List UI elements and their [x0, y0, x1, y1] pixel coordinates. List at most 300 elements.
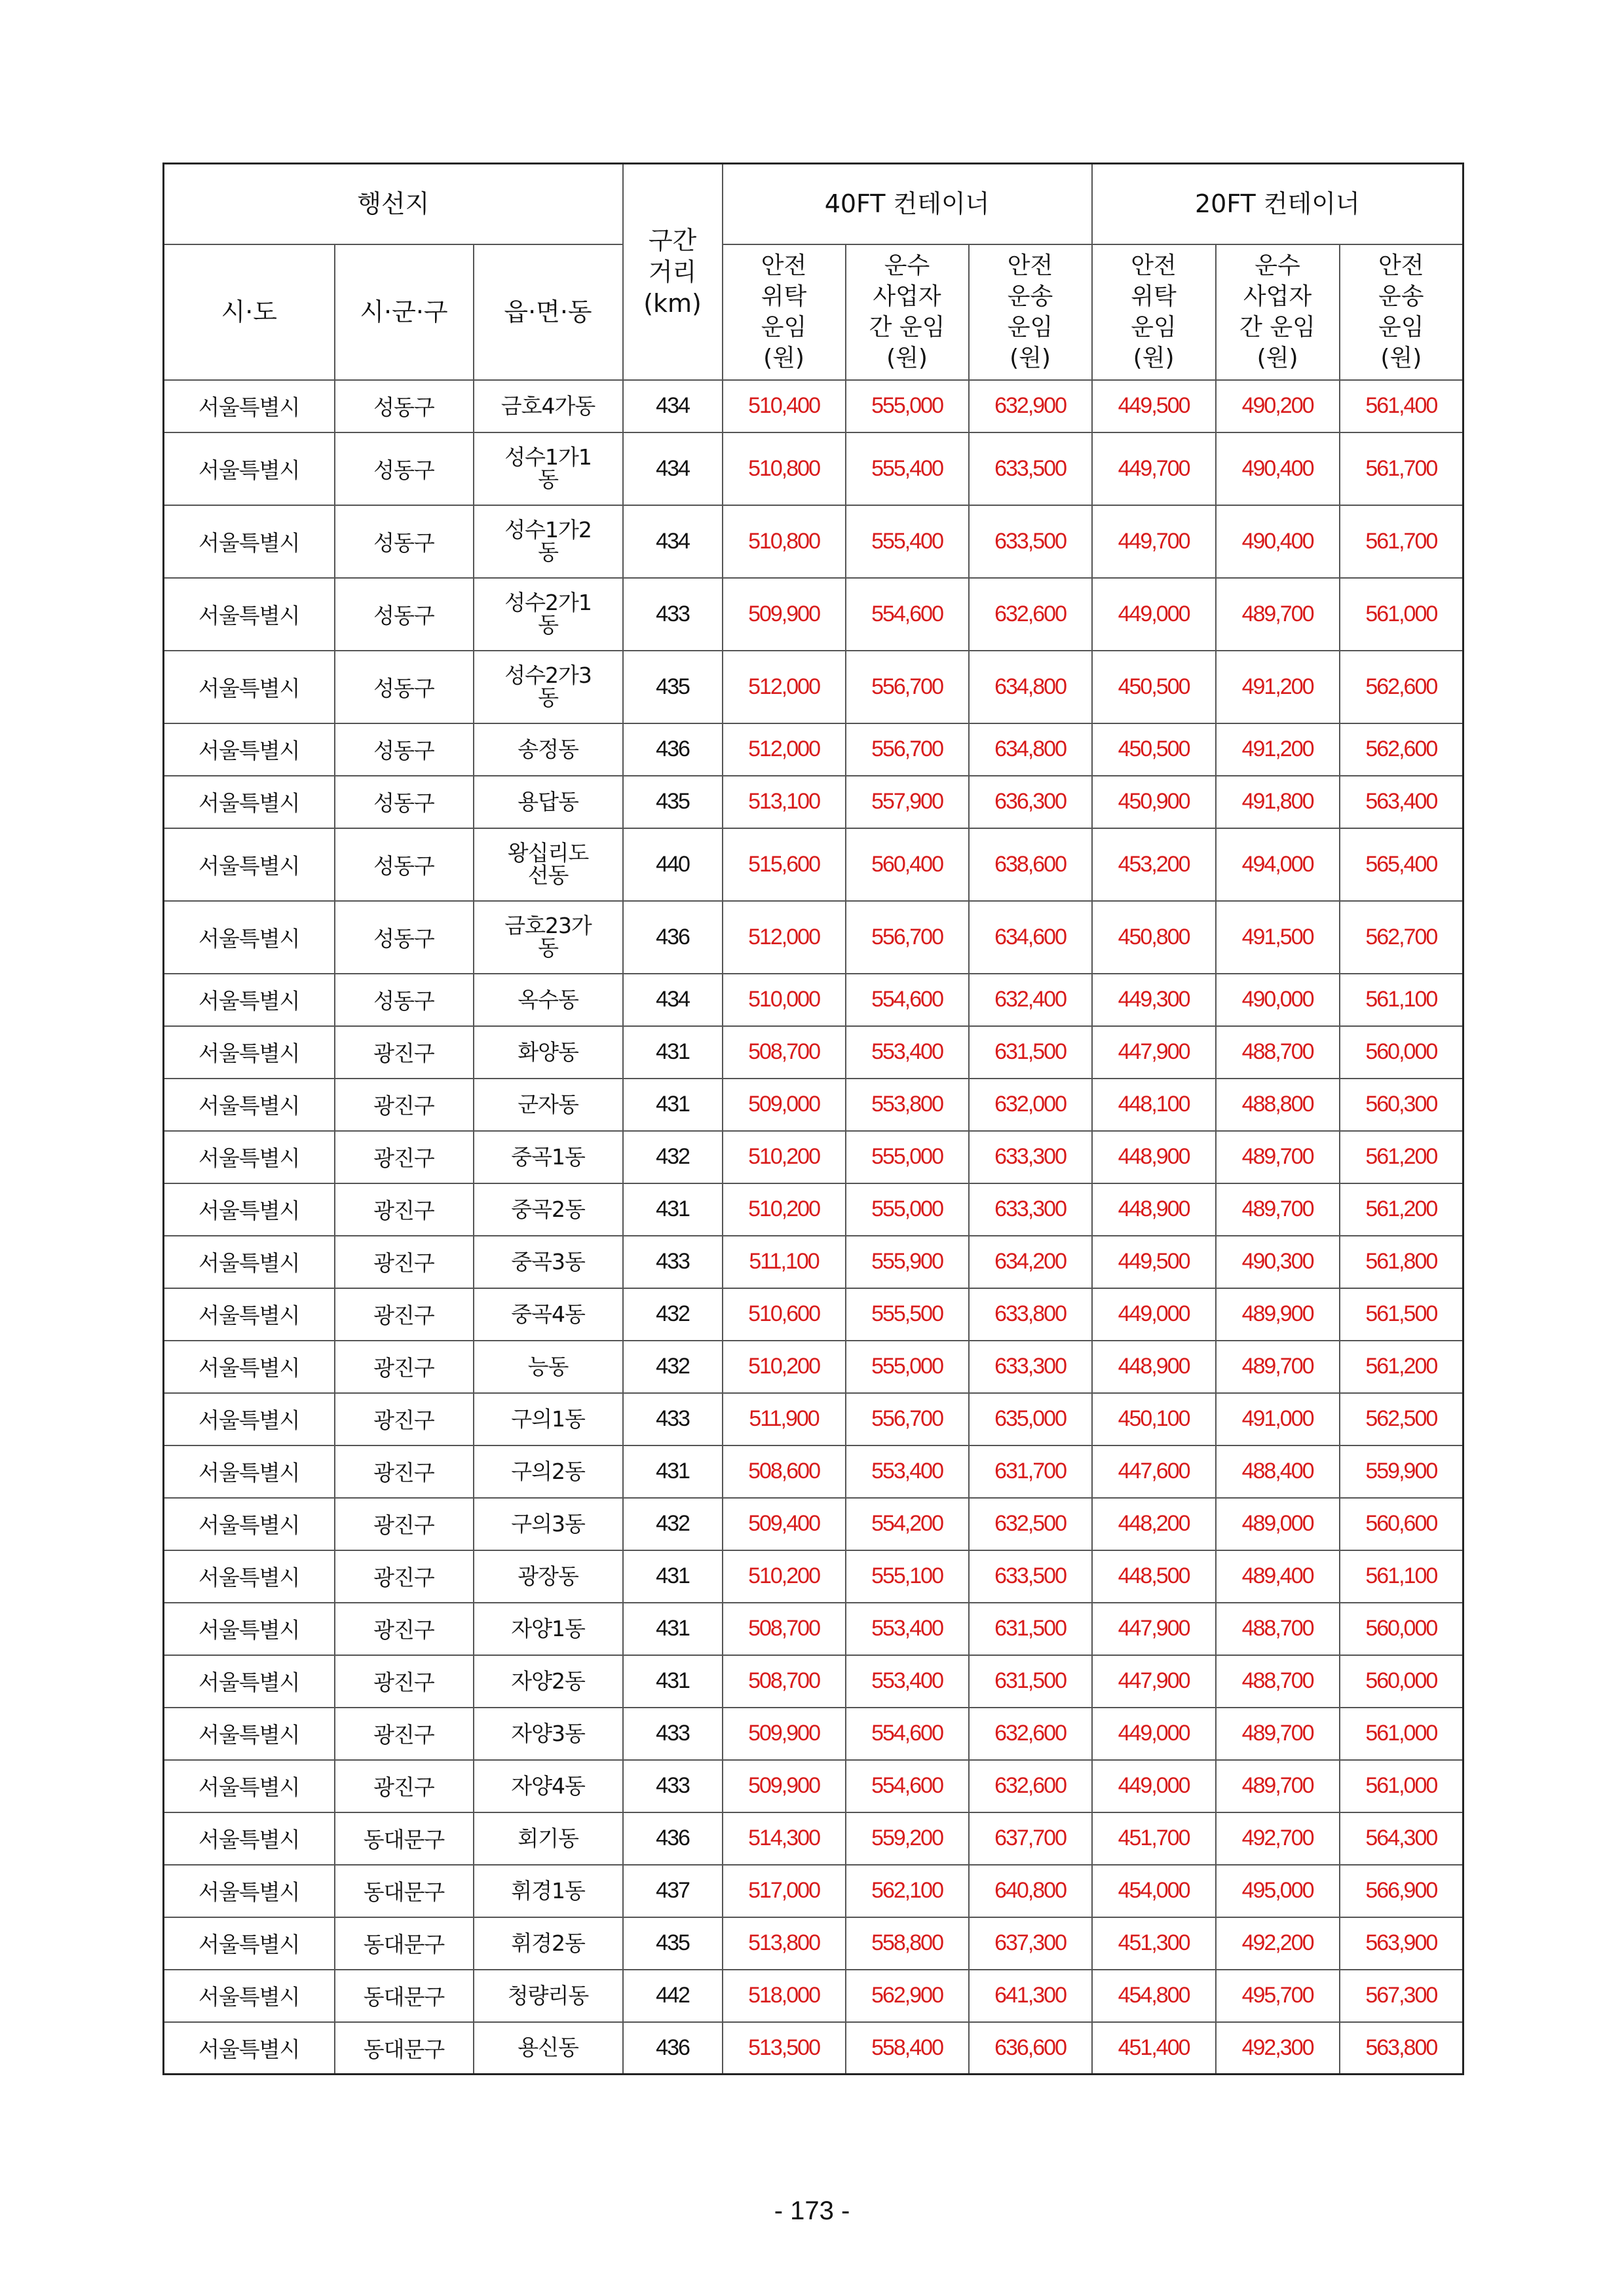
dong-line: 송정동	[518, 736, 578, 762]
cell-40ft-safe-consign: 509,900	[723, 1760, 846, 1812]
cell-dong	[474, 1288, 623, 1341]
cell-dong	[474, 1236, 623, 1288]
cell-sigungu: 광진구	[335, 1445, 474, 1498]
cell-20ft-safe-transport: 561,200	[1340, 1131, 1463, 1183]
table-row	[164, 1865, 1463, 1917]
cell-20ft-safe-consign: 448,500	[1092, 1550, 1216, 1603]
cell-20ft-safe-transport: 562,500	[1340, 1393, 1463, 1445]
cell-40ft-carrier: 555,000	[846, 1131, 969, 1183]
cell-40ft-carrier: 555,000	[846, 1183, 969, 1236]
cell-40ft-carrier: 555,500	[846, 1288, 969, 1341]
dong-line: 화양동	[518, 1039, 578, 1065]
table-row	[164, 1445, 1463, 1498]
cell-distance: 436	[623, 723, 723, 776]
table-row	[164, 1812, 1463, 1865]
cell-20ft-carrier: 492,300	[1216, 2022, 1340, 2075]
dong-line: 구의1동	[511, 1406, 585, 1432]
cell-40ft-safe-consign: 510,200	[723, 1341, 846, 1393]
cell-20ft-safe-transport: 560,300	[1340, 1079, 1463, 1131]
cell-40ft-safe-transport: 637,700	[969, 1812, 1092, 1865]
dong-line: 동	[538, 612, 558, 638]
cell-40ft-carrier: 554,200	[846, 1498, 969, 1550]
cell-20ft-safe-consign: 451,400	[1092, 2022, 1216, 2075]
cell-20ft-carrier: 492,700	[1216, 1812, 1340, 1865]
cell-40ft-safe-consign: 510,600	[723, 1288, 846, 1341]
cell-40ft-safe-consign: 510,800	[723, 432, 846, 505]
table-row	[164, 2022, 1463, 2075]
cell-distance: 435	[623, 651, 723, 723]
cell-dong	[474, 1865, 623, 1917]
cell-40ft-safe-transport: 634,800	[969, 651, 1092, 723]
cell-40ft-safe-transport: 631,500	[969, 1655, 1092, 1708]
cell-dong	[474, 776, 623, 828]
cell-distance: 433	[623, 1760, 723, 1812]
cell-20ft-carrier: 488,700	[1216, 1026, 1340, 1079]
page-number: - 173 -	[774, 2196, 850, 2225]
cell-40ft-safe-transport: 633,300	[969, 1341, 1092, 1393]
cell-20ft-safe-consign: 449,000	[1092, 578, 1216, 651]
cell-20ft-safe-consign: 451,300	[1092, 1917, 1216, 1970]
cell-sido: 서울특별시	[164, 1603, 335, 1655]
cell-20ft-safe-consign: 447,900	[1092, 1603, 1216, 1655]
cell-20ft-safe-transport: 561,000	[1340, 1708, 1463, 1760]
cell-dong	[474, 1655, 623, 1708]
table-row	[164, 1603, 1463, 1655]
cell-20ft-carrier: 491,800	[1216, 776, 1340, 828]
table-row	[164, 828, 1463, 901]
cell-20ft-safe-transport: 560,000	[1340, 1655, 1463, 1708]
cell-distance: 433	[623, 1236, 723, 1288]
table-row	[164, 723, 1463, 776]
cell-20ft-safe-consign: 449,000	[1092, 1288, 1216, 1341]
dong-line: 청량리동	[507, 1982, 589, 2008]
cell-sido: 서울특별시	[164, 1550, 335, 1603]
table-row	[164, 1236, 1463, 1288]
table-row	[164, 1655, 1463, 1708]
cell-sigungu: 성동구	[335, 651, 474, 723]
cell-40ft-carrier: 562,100	[846, 1865, 969, 1917]
cell-sigungu: 동대문구	[335, 1917, 474, 1970]
cell-dong	[474, 505, 623, 578]
cell-20ft-carrier: 490,400	[1216, 432, 1340, 505]
header-20ft: 20FT 컨테이너	[1092, 164, 1463, 244]
cell-40ft-safe-transport: 633,500	[969, 432, 1092, 505]
dong-line: 용답동	[518, 788, 578, 814]
cell-40ft-carrier: 555,900	[846, 1236, 969, 1288]
cell-40ft-safe-consign: 513,500	[723, 2022, 846, 2075]
cell-sigungu: 동대문구	[335, 1865, 474, 1917]
dong-line: 중곡3동	[511, 1248, 585, 1274]
cell-40ft-carrier: 558,800	[846, 1917, 969, 1970]
cell-40ft-safe-consign: 512,000	[723, 651, 846, 723]
cell-20ft-safe-consign: 449,500	[1092, 380, 1216, 432]
dong-line: 중곡2동	[511, 1196, 585, 1222]
table-row	[164, 1183, 1463, 1236]
cell-sigungu: 광진구	[335, 1760, 474, 1812]
cell-20ft-safe-transport: 565,400	[1340, 828, 1463, 901]
cell-40ft-carrier: 556,700	[846, 651, 969, 723]
cell-distance: 436	[623, 2022, 723, 2075]
cell-40ft-carrier: 556,700	[846, 723, 969, 776]
cell-20ft-carrier: 494,000	[1216, 828, 1340, 901]
cell-20ft-safe-consign: 448,200	[1092, 1498, 1216, 1550]
cell-sido: 서울특별시	[164, 901, 335, 974]
cell-40ft-carrier: 554,600	[846, 1760, 969, 1812]
cell-distance: 431	[623, 1550, 723, 1603]
cell-sido: 서울특별시	[164, 1708, 335, 1760]
dong-line: 동	[538, 467, 558, 492]
cell-40ft-safe-transport: 632,900	[969, 380, 1092, 432]
dong-line: 성수2가3	[504, 662, 592, 688]
cell-sigungu: 성동구	[335, 776, 474, 828]
cell-sido: 서울특별시	[164, 1760, 335, 1812]
cell-sido: 서울특별시	[164, 1026, 335, 1079]
cell-20ft-carrier: 488,700	[1216, 1655, 1340, 1708]
cell-40ft-carrier: 554,600	[846, 974, 969, 1026]
cell-40ft-safe-consign: 510,000	[723, 974, 846, 1026]
cell-40ft-safe-transport: 636,300	[969, 776, 1092, 828]
cell-40ft-safe-transport: 632,500	[969, 1498, 1092, 1550]
cell-sido: 서울특별시	[164, 1812, 335, 1865]
cell-sido: 서울특별시	[164, 578, 335, 651]
table-row	[164, 1393, 1463, 1445]
cell-distance: 436	[623, 1812, 723, 1865]
cell-20ft-carrier: 489,700	[1216, 1183, 1340, 1236]
cell-40ft-carrier: 555,000	[846, 380, 969, 432]
cell-sido: 서울특별시	[164, 1498, 335, 1550]
table-row	[164, 1341, 1463, 1393]
cell-20ft-carrier: 489,700	[1216, 1131, 1340, 1183]
cell-40ft-safe-consign: 509,900	[723, 1708, 846, 1760]
cell-40ft-carrier: 553,400	[846, 1026, 969, 1079]
cell-distance: 434	[623, 432, 723, 505]
cell-distance: 432	[623, 1288, 723, 1341]
header-20ft-safe-consign: 안전 위탁 운임 (원)	[1092, 244, 1216, 380]
cell-40ft-carrier: 556,700	[846, 901, 969, 974]
cell-20ft-safe-consign: 449,000	[1092, 1708, 1216, 1760]
cell-40ft-safe-transport: 633,300	[969, 1131, 1092, 1183]
cell-40ft-carrier: 557,900	[846, 776, 969, 828]
cell-20ft-safe-transport: 561,700	[1340, 432, 1463, 505]
cell-20ft-safe-transport: 561,100	[1340, 1550, 1463, 1603]
cell-20ft-carrier: 495,000	[1216, 1865, 1340, 1917]
cell-distance: 434	[623, 505, 723, 578]
cell-sido: 서울특별시	[164, 1183, 335, 1236]
cell-20ft-safe-transport: 561,800	[1340, 1236, 1463, 1288]
cell-20ft-carrier: 490,400	[1216, 505, 1340, 578]
cell-sido: 서울특별시	[164, 1865, 335, 1917]
cell-40ft-safe-consign: 512,000	[723, 723, 846, 776]
table-row	[164, 1760, 1463, 1812]
cell-40ft-safe-transport: 633,500	[969, 1550, 1092, 1603]
dong-line: 자양3동	[511, 1720, 585, 1746]
cell-sigungu: 광진구	[335, 1131, 474, 1183]
header-distance: 구간 거리 (km)	[623, 164, 723, 380]
cell-40ft-safe-transport: 631,500	[969, 1026, 1092, 1079]
dong-line: 옥수동	[518, 986, 578, 1012]
cell-40ft-safe-transport: 631,500	[969, 1603, 1092, 1655]
cell-40ft-safe-consign: 509,000	[723, 1079, 846, 1131]
cell-20ft-carrier: 488,700	[1216, 1603, 1340, 1655]
fare-table	[162, 163, 1464, 2075]
cell-dong	[474, 1550, 623, 1603]
cell-dong	[474, 1812, 623, 1865]
cell-dong	[474, 1026, 623, 1079]
dong-line: 자양1동	[511, 1615, 585, 1641]
cell-40ft-safe-transport: 638,600	[969, 828, 1092, 901]
table-row	[164, 1079, 1463, 1131]
cell-20ft-carrier: 489,700	[1216, 578, 1340, 651]
cell-20ft-safe-transport: 567,300	[1340, 1970, 1463, 2022]
cell-sigungu: 동대문구	[335, 1812, 474, 1865]
table-row	[164, 974, 1463, 1026]
cell-sigungu: 성동구	[335, 901, 474, 974]
cell-40ft-safe-consign: 517,000	[723, 1865, 846, 1917]
cell-40ft-safe-transport: 634,600	[969, 901, 1092, 974]
cell-sido: 서울특별시	[164, 723, 335, 776]
cell-40ft-safe-transport: 635,000	[969, 1393, 1092, 1445]
cell-20ft-carrier: 490,000	[1216, 974, 1340, 1026]
header-sigungu: 시·군·구	[335, 244, 474, 380]
table-row	[164, 1498, 1463, 1550]
table-row	[164, 901, 1463, 974]
dong-line: 왕십리도	[507, 840, 589, 866]
cell-40ft-carrier: 556,700	[846, 1393, 969, 1445]
cell-dong	[474, 1341, 623, 1393]
cell-40ft-safe-consign: 510,200	[723, 1550, 846, 1603]
cell-20ft-carrier: 489,000	[1216, 1498, 1340, 1550]
cell-20ft-safe-consign: 448,900	[1092, 1341, 1216, 1393]
cell-20ft-safe-consign: 450,900	[1092, 776, 1216, 828]
cell-40ft-safe-consign: 511,100	[723, 1236, 846, 1288]
table-row	[164, 1026, 1463, 1079]
table-row	[164, 1917, 1463, 1970]
cell-dong	[474, 1079, 623, 1131]
cell-20ft-carrier: 495,700	[1216, 1970, 1340, 2022]
dong-line: 중곡4동	[511, 1301, 585, 1327]
cell-sigungu: 광진구	[335, 1655, 474, 1708]
cell-40ft-carrier: 553,400	[846, 1603, 969, 1655]
cell-distance: 431	[623, 1183, 723, 1236]
cell-40ft-carrier: 559,200	[846, 1812, 969, 1865]
table-row	[164, 1131, 1463, 1183]
cell-sigungu: 성동구	[335, 723, 474, 776]
table-row	[164, 432, 1463, 505]
cell-sigungu: 광진구	[335, 1079, 474, 1131]
cell-20ft-safe-transport: 566,900	[1340, 1865, 1463, 1917]
cell-20ft-carrier: 491,200	[1216, 651, 1340, 723]
cell-dong	[474, 2022, 623, 2075]
cell-distance: 431	[623, 1655, 723, 1708]
cell-dong	[474, 380, 623, 432]
cell-dong	[474, 1603, 623, 1655]
cell-20ft-safe-transport: 560,000	[1340, 1026, 1463, 1079]
cell-20ft-safe-transport: 561,100	[1340, 974, 1463, 1026]
header-40ft-safe-transport: 안전 운송 운임 (원)	[969, 244, 1092, 380]
cell-sido: 서울특별시	[164, 1341, 335, 1393]
dong-line: 군자동	[518, 1091, 578, 1117]
dong-line: 능동	[527, 1353, 569, 1379]
cell-40ft-safe-transport: 631,700	[969, 1445, 1092, 1498]
cell-20ft-carrier: 491,000	[1216, 1393, 1340, 1445]
cell-20ft-safe-consign: 450,100	[1092, 1393, 1216, 1445]
cell-40ft-carrier: 555,400	[846, 432, 969, 505]
cell-20ft-safe-consign: 447,900	[1092, 1655, 1216, 1708]
table-row	[164, 1708, 1463, 1760]
header-sido: 시·도	[164, 244, 335, 380]
cell-20ft-safe-transport: 560,000	[1340, 1603, 1463, 1655]
cell-dong	[474, 578, 623, 651]
cell-sido: 서울특별시	[164, 1079, 335, 1131]
cell-40ft-safe-consign: 515,600	[723, 828, 846, 901]
cell-40ft-safe-consign: 513,100	[723, 776, 846, 828]
cell-sigungu: 광진구	[335, 1498, 474, 1550]
cell-distance: 433	[623, 1708, 723, 1760]
dong-line: 성수1가2	[504, 517, 592, 543]
table-row	[164, 578, 1463, 651]
cell-distance: 442	[623, 1970, 723, 2022]
cell-sigungu: 광진구	[335, 1183, 474, 1236]
cell-dong	[474, 1708, 623, 1760]
cell-40ft-safe-consign: 508,700	[723, 1603, 846, 1655]
cell-distance: 431	[623, 1445, 723, 1498]
cell-20ft-safe-transport: 561,000	[1340, 578, 1463, 651]
cell-40ft-carrier: 553,400	[846, 1655, 969, 1708]
cell-20ft-carrier: 490,300	[1216, 1236, 1340, 1288]
cell-dong	[474, 828, 623, 901]
cell-sigungu: 광진구	[335, 1393, 474, 1445]
cell-distance: 436	[623, 901, 723, 974]
cell-20ft-safe-consign: 449,700	[1092, 432, 1216, 505]
cell-40ft-safe-consign: 514,300	[723, 1812, 846, 1865]
cell-40ft-safe-consign: 510,200	[723, 1183, 846, 1236]
cell-40ft-safe-transport: 632,600	[969, 1760, 1092, 1812]
dong-line: 동	[538, 539, 558, 565]
cell-40ft-safe-transport: 633,800	[969, 1288, 1092, 1341]
cell-40ft-safe-consign: 508,600	[723, 1445, 846, 1498]
cell-dong	[474, 1131, 623, 1183]
cell-sido: 서울특별시	[164, 1288, 335, 1341]
dong-line: 휘경1동	[511, 1877, 585, 1904]
cell-distance: 432	[623, 1131, 723, 1183]
cell-sigungu: 광진구	[335, 1026, 474, 1079]
header-40ft-carrier: 운수 사업자 간 운임 (원)	[846, 244, 969, 380]
cell-20ft-safe-consign: 454,800	[1092, 1970, 1216, 2022]
cell-40ft-safe-consign: 509,900	[723, 578, 846, 651]
cell-20ft-safe-transport: 564,300	[1340, 1812, 1463, 1865]
cell-40ft-carrier: 560,400	[846, 828, 969, 901]
cell-40ft-safe-transport: 637,300	[969, 1917, 1092, 1970]
cell-sigungu: 동대문구	[335, 2022, 474, 2075]
cell-40ft-carrier: 558,400	[846, 2022, 969, 2075]
cell-20ft-safe-consign: 448,900	[1092, 1183, 1216, 1236]
cell-dong	[474, 1760, 623, 1812]
dong-line: 동	[538, 935, 558, 961]
cell-40ft-carrier: 562,900	[846, 1970, 969, 2022]
cell-sigungu: 성동구	[335, 974, 474, 1026]
cell-40ft-safe-consign: 512,000	[723, 901, 846, 974]
cell-sigungu: 광진구	[335, 1236, 474, 1288]
cell-40ft-carrier: 555,400	[846, 505, 969, 578]
cell-20ft-carrier: 492,200	[1216, 1917, 1340, 1970]
cell-20ft-safe-transport: 559,900	[1340, 1445, 1463, 1498]
cell-sigungu: 성동구	[335, 828, 474, 901]
cell-20ft-carrier: 488,800	[1216, 1079, 1340, 1131]
cell-40ft-carrier: 554,600	[846, 578, 969, 651]
cell-sigungu: 광진구	[335, 1708, 474, 1760]
cell-distance: 434	[623, 974, 723, 1026]
cell-20ft-safe-consign: 449,000	[1092, 1760, 1216, 1812]
cell-20ft-safe-consign: 448,100	[1092, 1079, 1216, 1131]
cell-20ft-carrier: 489,700	[1216, 1708, 1340, 1760]
cell-sido: 서울특별시	[164, 776, 335, 828]
cell-20ft-carrier: 488,400	[1216, 1445, 1340, 1498]
cell-40ft-safe-transport: 640,800	[969, 1865, 1092, 1917]
cell-20ft-safe-transport: 562,600	[1340, 651, 1463, 723]
header-destination: 행선지	[164, 164, 623, 244]
cell-distance: 434	[623, 380, 723, 432]
cell-distance: 433	[623, 578, 723, 651]
cell-20ft-safe-transport: 561,500	[1340, 1288, 1463, 1341]
cell-40ft-safe-transport: 632,600	[969, 578, 1092, 651]
cell-20ft-safe-transport: 562,600	[1340, 723, 1463, 776]
dong-line: 선동	[527, 862, 569, 888]
dong-line: 휘경2동	[511, 1930, 585, 1956]
cell-distance: 440	[623, 828, 723, 901]
cell-40ft-safe-consign: 518,000	[723, 1970, 846, 2022]
cell-40ft-safe-transport: 633,300	[969, 1183, 1092, 1236]
cell-40ft-safe-transport: 632,400	[969, 974, 1092, 1026]
cell-distance: 432	[623, 1341, 723, 1393]
cell-dong	[474, 974, 623, 1026]
cell-distance: 437	[623, 1865, 723, 1917]
dong-line: 동	[538, 685, 558, 710]
table-row	[164, 1550, 1463, 1603]
cell-40ft-safe-consign: 508,700	[723, 1655, 846, 1708]
table-row	[164, 505, 1463, 578]
dong-line: 자양4동	[511, 1772, 585, 1799]
cell-20ft-safe-consign: 453,200	[1092, 828, 1216, 901]
cell-dong	[474, 432, 623, 505]
cell-sigungu: 성동구	[335, 380, 474, 432]
cell-20ft-safe-transport: 561,200	[1340, 1341, 1463, 1393]
cell-dong	[474, 901, 623, 974]
cell-40ft-carrier: 554,600	[846, 1708, 969, 1760]
dong-line: 용신동	[518, 2035, 578, 2061]
cell-20ft-safe-consign: 454,000	[1092, 1865, 1216, 1917]
cell-sido: 서울특별시	[164, 1445, 335, 1498]
cell-20ft-safe-consign: 447,600	[1092, 1445, 1216, 1498]
header-40ft-safe-consign: 안전 위탁 운임 (원)	[723, 244, 846, 380]
cell-sido: 서울특별시	[164, 651, 335, 723]
cell-20ft-safe-consign: 450,800	[1092, 901, 1216, 974]
cell-distance: 435	[623, 776, 723, 828]
cell-40ft-safe-consign: 509,400	[723, 1498, 846, 1550]
cell-20ft-safe-transport: 561,700	[1340, 505, 1463, 578]
cell-sido: 서울특별시	[164, 380, 335, 432]
cell-sido: 서울특별시	[164, 974, 335, 1026]
cell-20ft-safe-consign: 450,500	[1092, 651, 1216, 723]
dong-line: 성수2가1	[504, 590, 592, 615]
table-row	[164, 651, 1463, 723]
dong-line: 금호23가	[504, 913, 592, 938]
dong-line: 자양2동	[511, 1668, 585, 1694]
cell-40ft-carrier: 555,000	[846, 1341, 969, 1393]
cell-40ft-safe-consign: 511,900	[723, 1393, 846, 1445]
cell-dong	[474, 1183, 623, 1236]
cell-dong	[474, 1498, 623, 1550]
cell-40ft-safe-consign: 510,800	[723, 505, 846, 578]
